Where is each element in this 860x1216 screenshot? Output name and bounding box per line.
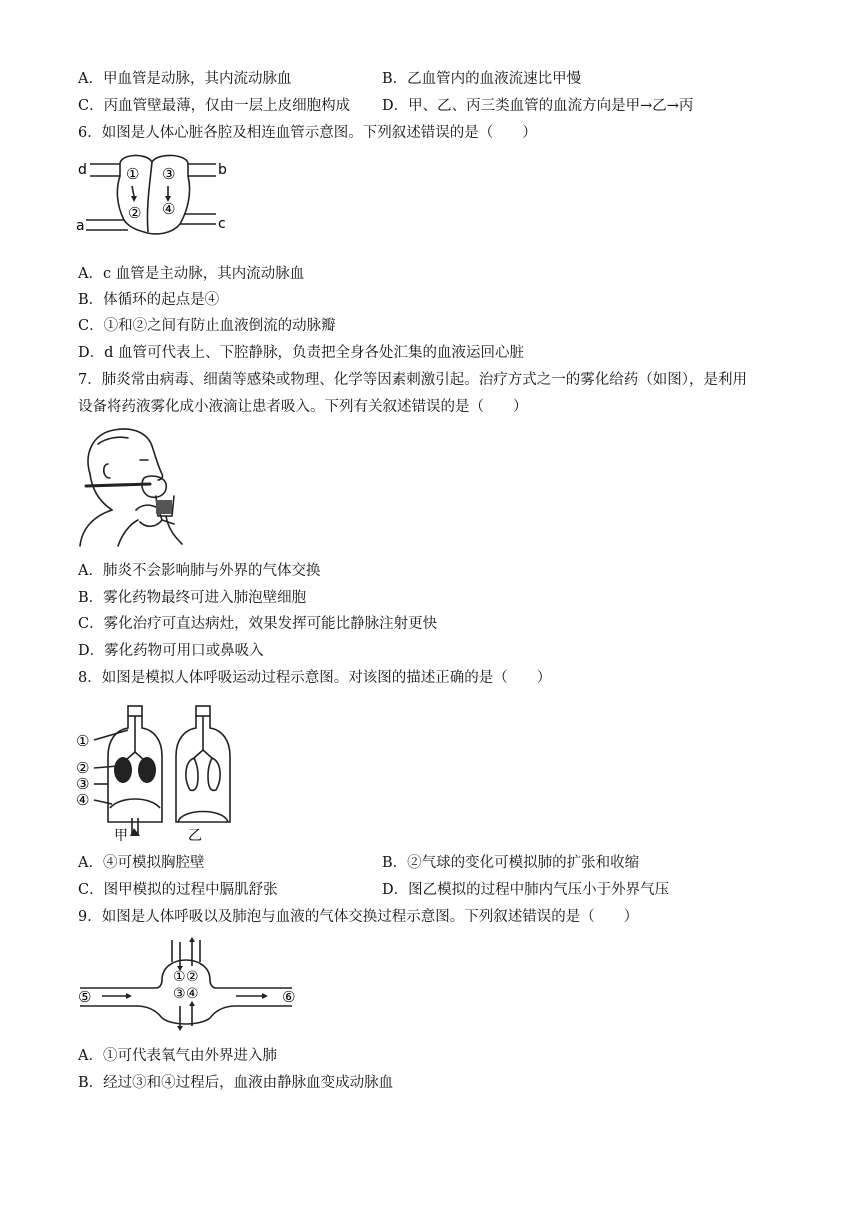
- q9-option-a: A．①可代表氧气由外界进入肺: [78, 1048, 277, 1064]
- exchange-label-2: ②: [186, 969, 199, 985]
- q9-stem: 9．如图是人体呼吸以及肺泡与血液的气体交换过程示意图。下列叙述错误的是（ ）: [78, 909, 639, 925]
- q7-option-c: C．雾化治疗可直达病灶，效果发挥可能比静脉注射更快: [78, 616, 438, 632]
- q8-option-c: C．图甲模拟的过程中膈肌舒张: [78, 882, 278, 898]
- heart-label-3: ③: [162, 165, 176, 183]
- q7-option-a: A．肺炎不会影响肺与外界的气体交换: [78, 563, 321, 579]
- heart-label-b: b: [218, 162, 227, 178]
- exchange-label-6: ⑥: [282, 988, 296, 1006]
- breathing-model-diagram: [76, 700, 251, 845]
- q7-option-d: D．雾化药物可用口或鼻吸入: [78, 643, 264, 659]
- heart-label-4: ④: [162, 200, 176, 218]
- q6-option-b: B．体循环的起点是④: [78, 292, 220, 308]
- q5-option-b: B．乙血管内的血液流速比甲慢: [382, 71, 582, 87]
- heart-label-d: d: [78, 162, 87, 178]
- q6-stem: 6．如图是人体心脏各腔及相连血管示意图。下列叙述错误的是（ ）: [78, 125, 537, 141]
- model-label-3: ③: [76, 775, 90, 793]
- nebulizer-illustration: [78, 424, 188, 549]
- q7-option-b: B．雾化药物最终可进入肺泡壁细胞: [78, 590, 307, 606]
- exchange-label-1: ①: [173, 969, 186, 985]
- alveolus-gas-exchange-diagram: [76, 940, 306, 1030]
- exchange-label-3: ③: [173, 986, 186, 1002]
- q8-stem: 8．如图是模拟人体呼吸运动过程示意图。对该图的描述正确的是（ ）: [78, 670, 552, 686]
- q5-option-d: D．甲、乙、丙三类血管的血流方向是甲→乙→丙: [382, 98, 694, 114]
- exchange-label-5: ⑤: [78, 988, 92, 1006]
- q5-option-c: C．丙血管壁最薄，仅由一层上皮细胞构成: [78, 98, 351, 114]
- heart-label-2: ②: [128, 204, 142, 222]
- q7-stem-line-1: 7．肺炎常由病毒、细菌等感染或物理、化学等因素刺激引起。治疗方式之一的雾化给药（如图），是利用: [78, 372, 747, 388]
- exchange-label-4: ④: [186, 986, 199, 1002]
- q6-option-a: A．c 血管是主动脉，其内流动脉血: [78, 266, 305, 282]
- q8-option-b: B．②气球的变化可模拟肺的扩张和收缩: [382, 855, 640, 871]
- model-label-4: ④: [76, 791, 90, 809]
- heart-label-c: c: [218, 216, 226, 232]
- q9-option-b: B．经过③和④过程后，血液由静脉血变成动脉血: [78, 1075, 394, 1091]
- q8-option-d: D．图乙模拟的过程中肺内气压小于外界气压: [382, 882, 670, 898]
- q5-option-a: A．甲血管是动脉，其内流动脉血: [78, 71, 292, 87]
- q6-option-d: D．d 血管可代表上、下腔静脉，负责把全身各处汇集的血液运回心脏: [78, 345, 525, 361]
- model-label-jia: 甲: [114, 828, 128, 844]
- q6-option-c: C．①和②之间有防止血液倒流的动脉瓣: [78, 318, 336, 334]
- model-label-yi: 乙: [188, 828, 202, 844]
- heart-label-a: a: [76, 218, 85, 234]
- model-label-1: ①: [76, 732, 90, 750]
- q7-stem-line-2: 设备将药液雾化成小液滴让患者吸入。下列有关叙述错误的是（ ）: [78, 399, 528, 415]
- q8-option-a: A．④可模拟胸腔壁: [78, 855, 205, 871]
- model-label-2: ②: [76, 759, 90, 777]
- heart-label-1: ①: [126, 165, 140, 183]
- heart-diagram: [76, 152, 231, 237]
